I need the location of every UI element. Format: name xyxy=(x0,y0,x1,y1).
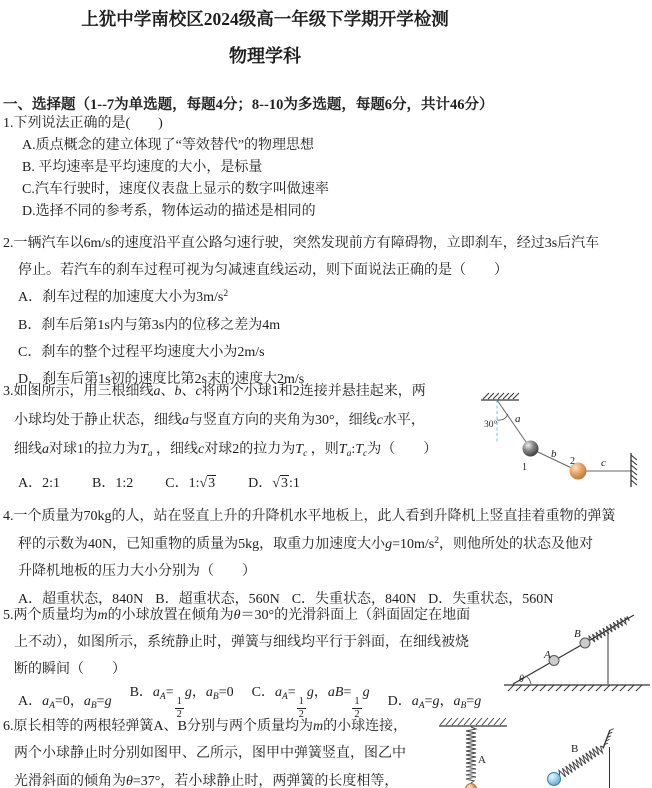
q3-line-c-label: c xyxy=(601,457,606,469)
q2-option-a: A．刹车过程的加速度大小为$3m/s^2$ xyxy=(18,289,229,306)
q3-stem-line-1: 3.如图所示，用三根细线a、b、c将两个小球1和2连接并悬挂起来，两 xyxy=(3,384,426,399)
q5-option-c: C．$a_A=$ $\frac{1}{2}$ g，aB= $\frac{1}{2}$ g xyxy=(251,685,370,720)
angle-arc xyxy=(497,414,508,420)
question-5 xyxy=(3,602,503,720)
theta-arc xyxy=(526,676,532,684)
q6-spring-b-label: B xyxy=(571,743,579,755)
q3-option-c: C．1:√3 xyxy=(165,476,216,491)
q3-angle-label: 30° xyxy=(484,420,498,430)
q5-ballB-label: B xyxy=(574,628,581,640)
q5-stem-line-3: 断的瞬间（ ） xyxy=(14,662,126,677)
q3-diagram xyxy=(479,385,649,493)
q1-option-a: A.质点概念的建立体现了“等效替代”的物理思想 xyxy=(22,138,315,153)
string-a xyxy=(497,400,531,449)
q1-option-c: C.汽车行驶时，速度仪表盘上显示的数字叫做速率 xyxy=(22,182,329,197)
question-4 xyxy=(3,503,616,614)
question-6 xyxy=(3,713,433,788)
q1-stem: 1.下列说法正确的是( ) xyxy=(3,116,163,131)
q3-option-b: B．1:2 xyxy=(92,476,134,491)
q2-stem-line-1: 2.一辆汽车以6m/s的速度沿平直公路匀速行驶，突然发现前方有障碍物，立即刹车，经过3s后汽车 xyxy=(3,236,600,251)
q3-line-a-label: a xyxy=(515,413,521,425)
q1-option-b: B. 平均速率是平均速度的大小，是标量 xyxy=(22,160,263,175)
ball-jia xyxy=(466,784,477,788)
q6-stem-line-3: 光滑斜面的倾角为θ=37°，若小球静止时，两弹簧的长度相等， xyxy=(14,773,399,788)
q6-spring-a-label: A xyxy=(478,754,486,766)
q4-stem-line-3: 升降机地板的压力大小分别为（ ） xyxy=(18,564,256,580)
question-1 xyxy=(3,113,329,223)
wall-hatch-icon xyxy=(631,453,637,487)
q5-diagram xyxy=(494,612,652,708)
q3-option-a: A．2:1 xyxy=(18,476,60,491)
q4-option-d: D．失重状态，560N xyxy=(428,592,554,608)
q4-option-b: B．超重状态，560N xyxy=(155,592,280,608)
q6-stem-line-1: 6.原长相等的两根轻弹簧A、B分别与两个质量均为m的小球连接， xyxy=(3,719,408,734)
q1-option-d: D.选择不同的参考系，物体运动的描述是相同的 xyxy=(22,204,316,219)
q5-ballA-label: A xyxy=(544,649,551,661)
q2-option-c: C．刹车的整个过程平均速度大小为2m/s xyxy=(18,344,265,360)
exam-subtitle: 物理学科 xyxy=(229,46,301,66)
ball-yi xyxy=(548,773,561,786)
q3-option-d: D．√3:1 xyxy=(248,476,300,491)
question-3 xyxy=(3,377,473,494)
q4-option-c: C．失重状态，840N xyxy=(291,592,417,608)
q2-option-b: B．刹车后第1s内与第3s内的位移之差为4m xyxy=(18,317,281,333)
spring-icon xyxy=(557,743,605,779)
q5-option-d: D．$a_A=g$，$a_B=g$ xyxy=(387,694,482,712)
q6-diagram-yi xyxy=(540,714,652,788)
question-2 xyxy=(3,230,599,393)
ball-B xyxy=(580,638,590,648)
q3-stem-line-2: 小球均处于静止状态，细线a与竖直方向的夹角为30°，细线c水平， xyxy=(14,413,425,428)
q5-stem-line-2: 上不动），如图所示，系统静止时，弹簧与细线均平行于斜面，在细线被烧 xyxy=(14,635,469,650)
q3-ball1-label: 1 xyxy=(522,462,527,473)
ceiling-hatch-icon xyxy=(439,718,507,726)
q2-option-d: D．刹车后第1s初的速度比第2s末的速度大2m/s xyxy=(18,372,305,388)
q5-option-a: A．$a_A=0$，$a_B=g$ xyxy=(18,694,112,712)
q5-option-b: B．$a_A=$ $\frac{1}{2}$ g，$a_B=0$ xyxy=(129,685,234,720)
q3-ball2-label: 2 xyxy=(570,456,575,467)
exam-title: 上犹中学南校区2024级高一年级下学期开学检测 xyxy=(81,9,449,29)
q5-angle-label: θ xyxy=(519,674,524,685)
q4-stem-line-2: 秤的示数为40N，已知重物的质量为5kg，取重力加速度大小$g=10m/s^2$，则他所处的状态及他对 xyxy=(18,535,593,552)
section-heading: 一、选择题（1--7为单选题，每题4分；8--10为多选题，每题6分，共计46分） xyxy=(3,97,494,113)
ground-hatch-icon xyxy=(504,685,650,691)
q3-options-row xyxy=(3,474,473,494)
ball-1 xyxy=(523,441,539,457)
q2-stem-line-2: 停止。若汽车的刹车过程可视为匀减速直线运动，则下面说法正确的是（ ） xyxy=(18,263,508,279)
q4-stem-line-1: 4.一个质量为70kg的人，站在竖直上升的升降机水平地板上，此人看到升降机上竖直挂着重物的弹簧 xyxy=(3,509,616,524)
q6-stem-line-2: 两个小球静止时分别如图甲、乙所示，图甲中弹簧竖直，图乙中 xyxy=(14,746,406,762)
q3-line-b-label: b xyxy=(551,448,557,460)
wall-hatch-icon xyxy=(603,729,614,749)
q3-stem-line-3: 细线a对球1的拉力为$T_a$ ，细线c对球2的拉力为$T_c$ ，则$T_a:T_c$为（ ） xyxy=(14,442,438,459)
q6-diagram-jia xyxy=(437,714,513,788)
spring-icon xyxy=(466,727,476,783)
q5-stem-line-1: 5.两个质量均为m的小球放置在倾角为θ＝30°的光滑斜面上（斜面固定在地面 xyxy=(3,608,471,623)
q4-option-a: A．超重状态，840N xyxy=(18,592,144,608)
ceiling-hatch-icon xyxy=(481,393,519,400)
